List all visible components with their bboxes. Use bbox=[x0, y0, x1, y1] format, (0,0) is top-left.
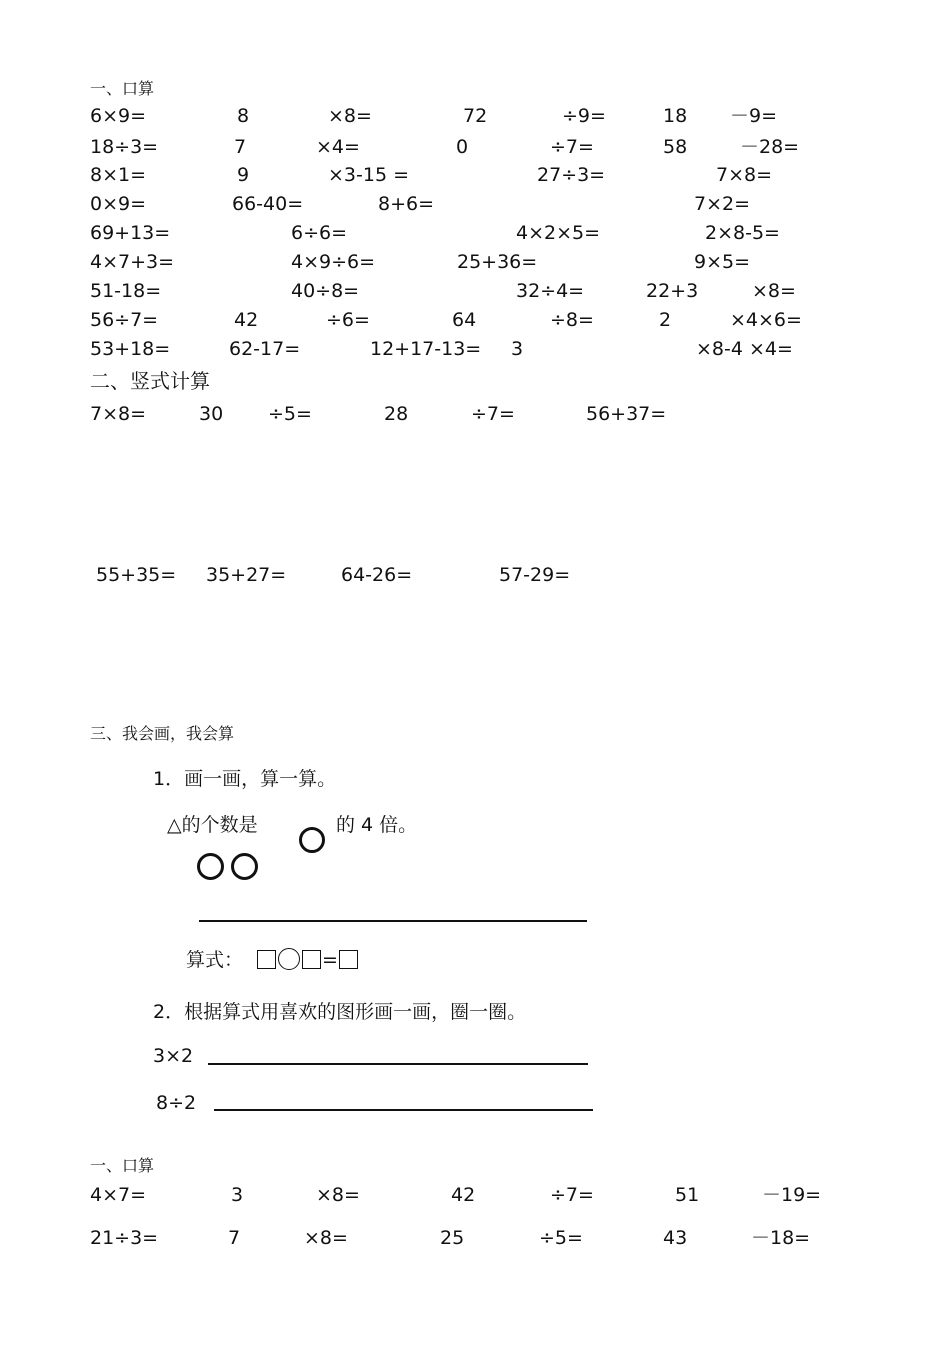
math-cell: 69+13= bbox=[90, 222, 171, 244]
math-cell: 0 bbox=[456, 136, 469, 158]
answer-line bbox=[208, 1063, 588, 1065]
section2-heading: 二、竖式计算 bbox=[90, 369, 210, 393]
math-cell: 51 bbox=[675, 1184, 700, 1206]
math-cell: 22+3 bbox=[646, 280, 699, 302]
math-cell: 7×2= bbox=[694, 193, 751, 215]
math-cell: 42 bbox=[234, 309, 259, 331]
math-cell: 30 bbox=[199, 403, 224, 425]
math-cell: 25+36= bbox=[457, 251, 538, 273]
math-cell: －19= bbox=[762, 1184, 822, 1206]
math-cell: ×8-4 ×4= bbox=[696, 338, 793, 360]
math-cell: 2×8-5= bbox=[705, 222, 780, 244]
math-cell: 25 bbox=[440, 1227, 465, 1249]
math-cell: ×8= bbox=[328, 105, 372, 127]
math-cell: 7×8= bbox=[716, 164, 773, 186]
math-cell: －9= bbox=[730, 105, 778, 127]
circle-icon bbox=[197, 853, 224, 880]
math-cell: ÷5= bbox=[268, 403, 312, 425]
answer-line bbox=[214, 1109, 593, 1111]
math-cell: 6×9= bbox=[90, 105, 147, 127]
formula-shapes bbox=[256, 948, 359, 972]
answer-line bbox=[199, 920, 587, 922]
math-cell: ÷5= bbox=[539, 1227, 583, 1249]
math-cell: 3 bbox=[511, 338, 524, 360]
math-cell: ×8= bbox=[752, 280, 796, 302]
math-cell: 12+17-13= bbox=[370, 338, 482, 360]
math-cell: 56+37= bbox=[586, 403, 667, 425]
equals-sign: = bbox=[322, 949, 338, 971]
math-cell: ×3-15 = bbox=[328, 164, 410, 186]
math-cell: 62-17= bbox=[229, 338, 301, 360]
math-cell: 27÷3= bbox=[537, 164, 606, 186]
math-cell: －28= bbox=[740, 136, 800, 158]
math-cell: ÷8= bbox=[550, 309, 594, 331]
math-cell: 40÷8= bbox=[291, 280, 360, 302]
math-cell: 4×7+3= bbox=[90, 251, 175, 273]
math-cell: 64-26= bbox=[341, 564, 413, 586]
section3-heading: 三、我会画，我会算 bbox=[90, 724, 235, 743]
math-cell: ×8= bbox=[304, 1227, 348, 1249]
math-cell: ÷6= bbox=[326, 309, 370, 331]
formula-label: 算式： bbox=[186, 949, 244, 971]
math-cell: 57-29= bbox=[499, 564, 571, 586]
math-cell: 35+27= bbox=[206, 564, 287, 586]
math-cell: 4×7= bbox=[90, 1184, 147, 1206]
math-cell: ÷7= bbox=[550, 136, 594, 158]
math-cell: 56÷7= bbox=[90, 309, 159, 331]
math-cell: 3 bbox=[231, 1184, 244, 1206]
math-cell: ×4×6= bbox=[730, 309, 802, 331]
math-cell: 8 bbox=[237, 105, 250, 127]
square-box-icon bbox=[302, 950, 321, 969]
math-cell: －18= bbox=[751, 1227, 811, 1249]
square-box-icon bbox=[339, 950, 358, 969]
q1-text-a: △的个数是 bbox=[167, 814, 258, 836]
math-cell: ÷7= bbox=[550, 1184, 594, 1206]
math-cell: 9×5= bbox=[694, 251, 751, 273]
circle-box-icon bbox=[278, 948, 300, 970]
math-cell: 18÷3= bbox=[90, 136, 159, 158]
q1-title: 1．画一画，算一算。 bbox=[153, 768, 337, 790]
math-cell: 32÷4= bbox=[516, 280, 585, 302]
math-cell: 2 bbox=[659, 309, 672, 331]
math-cell: 43 bbox=[663, 1227, 688, 1249]
q2-item1: 3×2 bbox=[153, 1045, 194, 1067]
math-cell: 21÷3= bbox=[90, 1227, 159, 1249]
circle-icon bbox=[299, 827, 325, 853]
math-cell: ÷7= bbox=[471, 403, 515, 425]
circle-icon bbox=[231, 853, 258, 880]
math-cell: 58 bbox=[663, 136, 688, 158]
math-cell: 66-40= bbox=[232, 193, 304, 215]
math-cell: 18 bbox=[663, 105, 688, 127]
section4-heading: 一、口算 bbox=[90, 1156, 155, 1175]
math-cell: 7×8= bbox=[90, 403, 147, 425]
q2-item2: 8÷2 bbox=[156, 1092, 197, 1114]
math-cell: 72 bbox=[463, 105, 488, 127]
math-cell: ×8= bbox=[316, 1184, 360, 1206]
math-cell: 55+35= bbox=[96, 564, 177, 586]
math-cell: 7 bbox=[234, 136, 247, 158]
math-cell: 8+6= bbox=[378, 193, 435, 215]
math-cell: 51-18= bbox=[90, 280, 162, 302]
math-cell: 28 bbox=[384, 403, 409, 425]
math-cell: ÷9= bbox=[562, 105, 606, 127]
math-cell: 8×1= bbox=[90, 164, 147, 186]
q2-title: 2．根据算式用喜欢的图形画一画，圈一圈。 bbox=[153, 1001, 527, 1023]
q1-text-b: 的 4 倍。 bbox=[336, 814, 418, 836]
math-cell: 7 bbox=[228, 1227, 241, 1249]
math-cell: 53+18= bbox=[90, 338, 171, 360]
square-box-icon bbox=[257, 950, 276, 969]
math-cell: ×4= bbox=[316, 136, 360, 158]
math-cell: 4×9÷6= bbox=[291, 251, 376, 273]
math-cell: 6÷6= bbox=[291, 222, 348, 244]
math-cell: 0×9= bbox=[90, 193, 147, 215]
math-cell: 64 bbox=[452, 309, 477, 331]
math-cell: 9 bbox=[237, 164, 250, 186]
section1-heading: 一、口算 bbox=[90, 79, 155, 98]
math-cell: 4×2×5= bbox=[516, 222, 601, 244]
math-cell: 42 bbox=[451, 1184, 476, 1206]
